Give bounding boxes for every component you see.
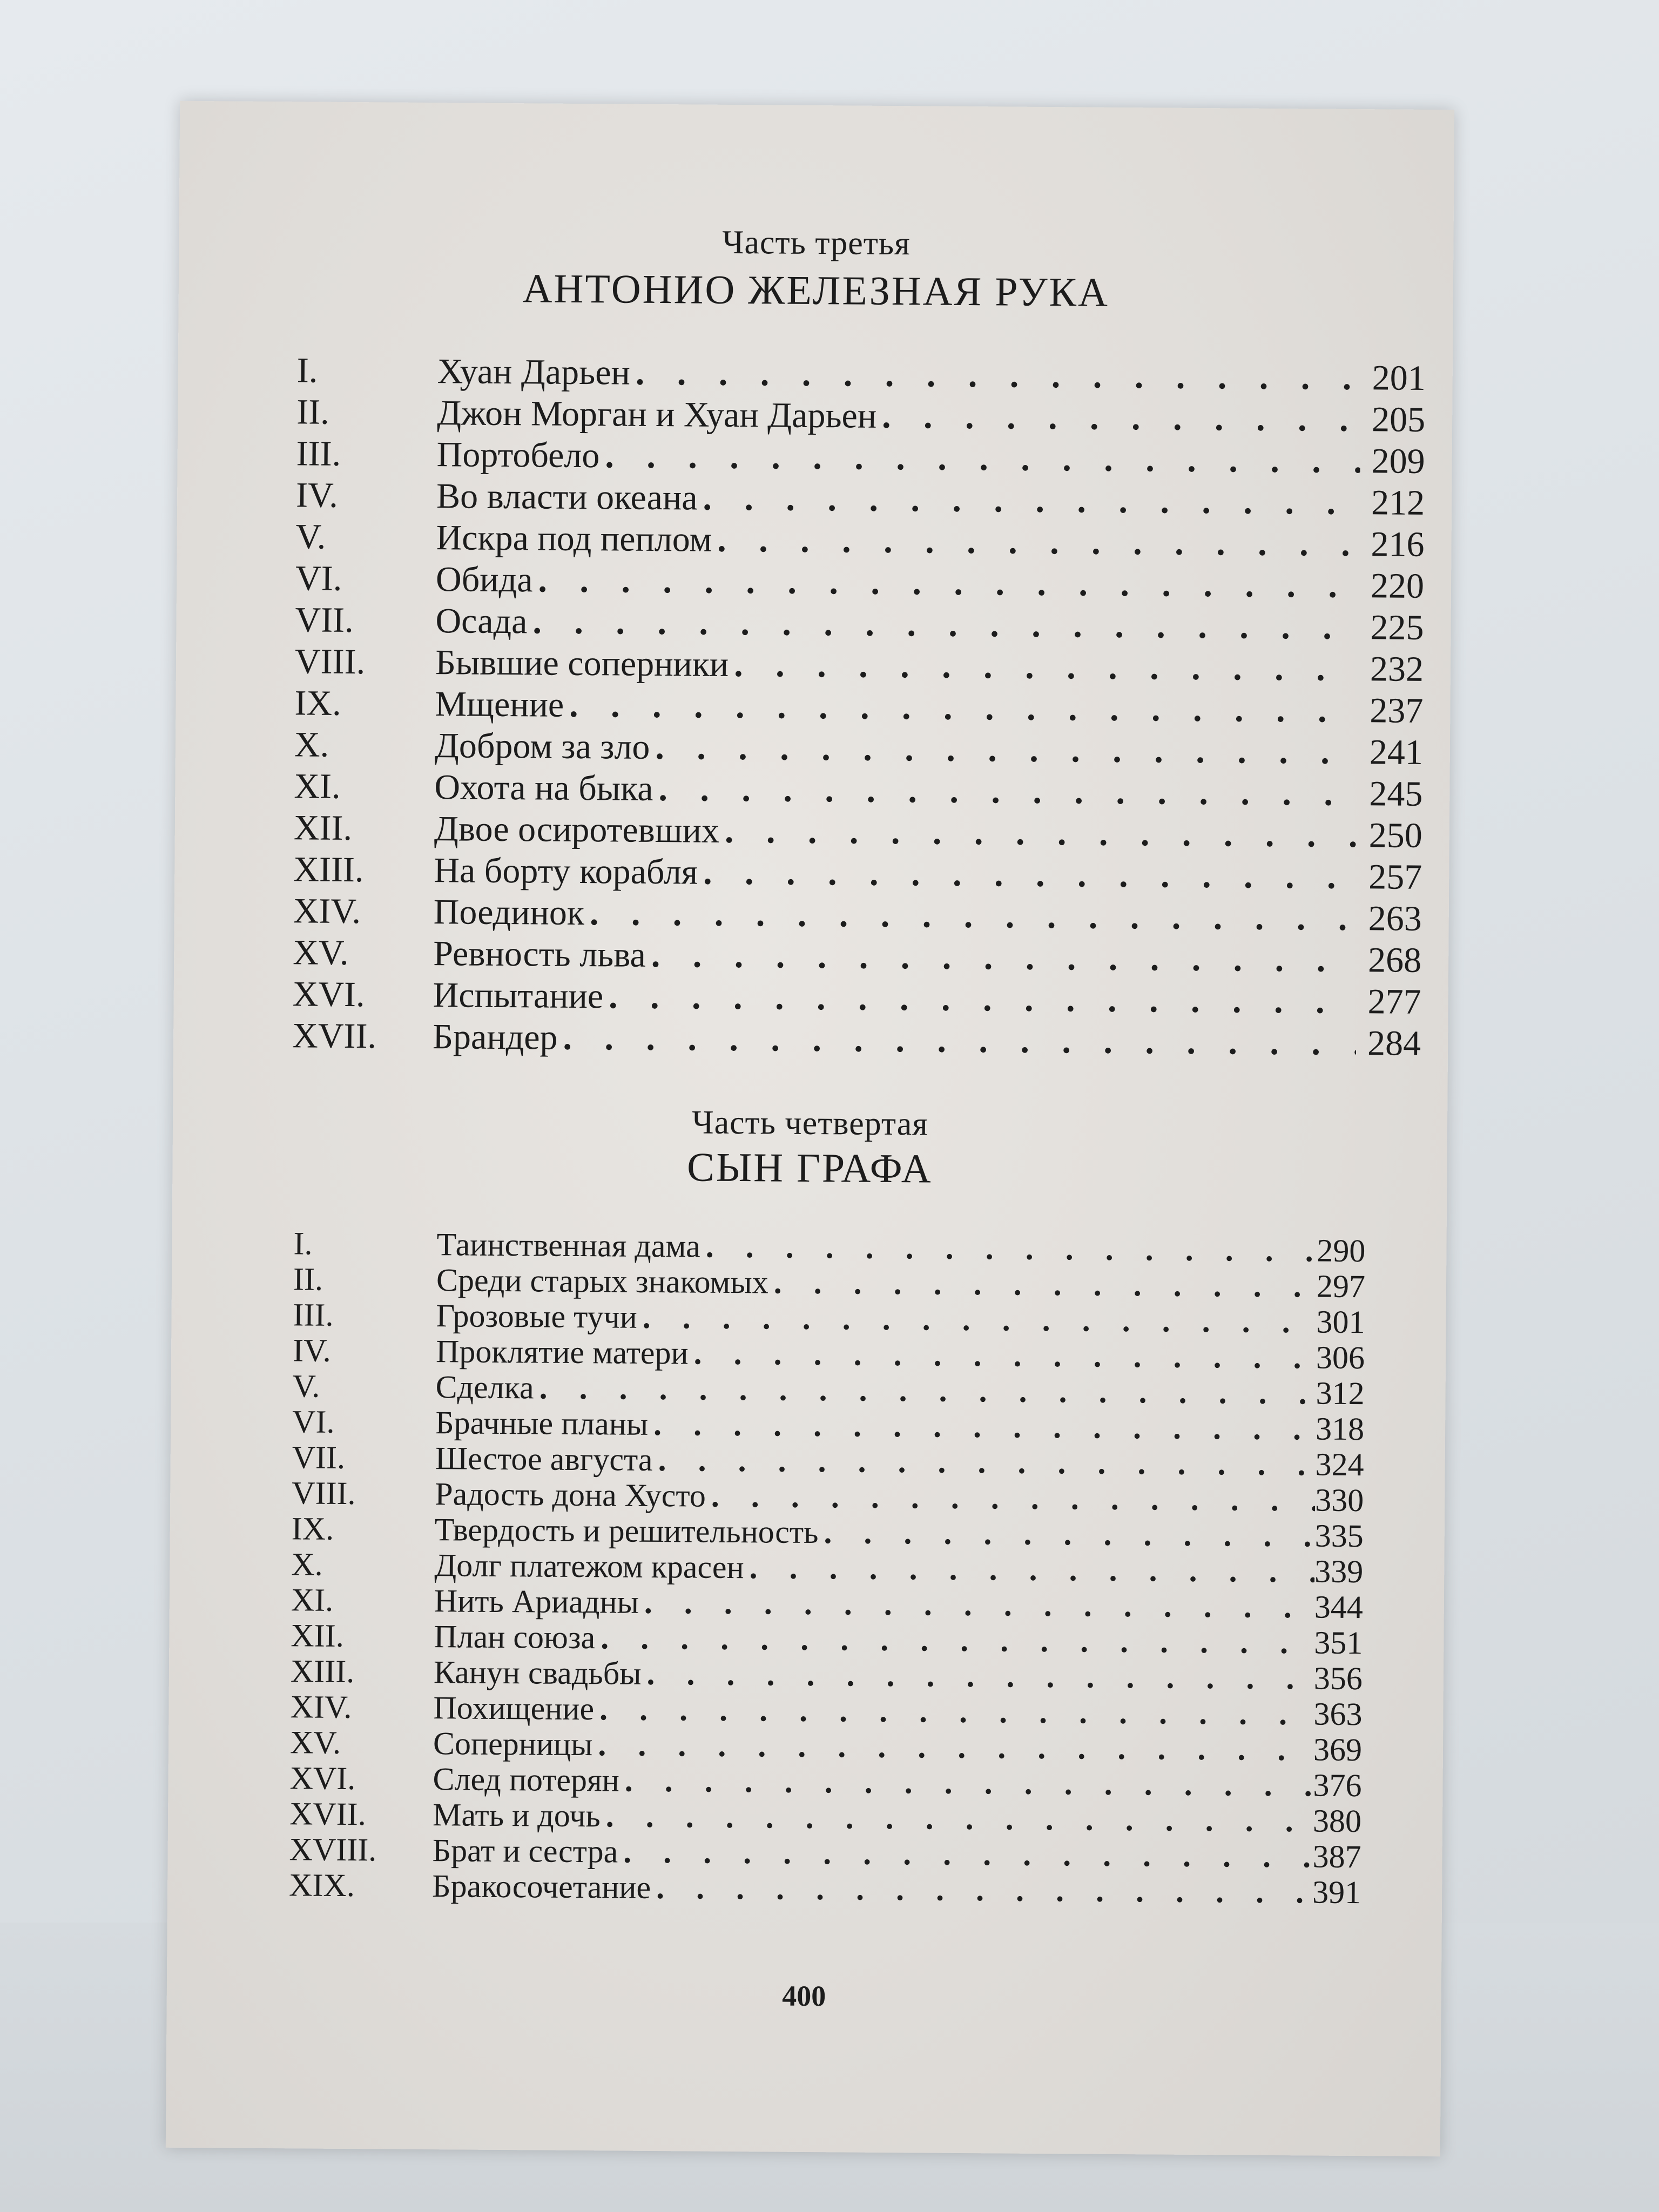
chapter-page: 297	[1316, 1268, 1366, 1305]
chapter-title: Грозовые тучи	[436, 1298, 638, 1335]
chapter-title: Бывшие соперники	[435, 643, 729, 684]
chapter-title: Джон Морган и Хуан Дарьен	[436, 393, 877, 436]
chapter-title: Брат и сестра	[432, 1832, 618, 1870]
chapter-title-leader	[434, 808, 1358, 856]
chapter-number: VIII.	[292, 1475, 356, 1512]
chapter-title: Во власти океана	[436, 476, 698, 518]
chapter-page: 277	[1367, 982, 1421, 1022]
chapter-page: 330	[1314, 1482, 1364, 1519]
dot-leader	[725, 811, 1358, 856]
page-number: 400	[782, 1979, 826, 2013]
chapter-page: 306	[1316, 1339, 1365, 1376]
chapter-page: 220	[1370, 566, 1425, 606]
chapter-page: 205	[1371, 400, 1426, 440]
chapter-page: 284	[1367, 1023, 1421, 1063]
chapter-title-leader	[432, 1867, 1312, 1910]
chapter-title: Похищение	[433, 1690, 595, 1727]
chapter-title: Сделка	[435, 1369, 534, 1406]
chapter-number: V.	[295, 517, 326, 557]
chapter-number: III.	[296, 434, 341, 474]
chapter-title: Таинственная дама	[436, 1226, 700, 1264]
chapter-title: Охота на быка	[434, 767, 653, 808]
dot-leader	[824, 1514, 1315, 1554]
chapter-title: След потерян	[433, 1761, 620, 1798]
chapter-page: 201	[1372, 358, 1426, 398]
chapter-page: 369	[1313, 1731, 1363, 1768]
chapter-number: XIV.	[293, 891, 361, 932]
part4-title: СЫН ГРАФА	[686, 1144, 933, 1192]
chapter-number: XVII.	[292, 1016, 377, 1056]
chapter-number: XI.	[291, 1582, 334, 1618]
chapter-number: VII.	[292, 1439, 346, 1476]
chapter-number: X.	[291, 1546, 323, 1582]
dot-leader	[609, 976, 1357, 1022]
dot-leader	[606, 1797, 1313, 1839]
part3-label: Часть третья	[721, 224, 911, 262]
chapter-title: Среди старых знакомых	[436, 1262, 768, 1300]
chapter-title-leader	[437, 393, 1360, 440]
chapter-title: Поединок	[433, 892, 585, 933]
chapter-title: План союза	[434, 1618, 596, 1656]
chapter-page: 216	[1371, 524, 1425, 564]
dot-leader	[601, 1619, 1314, 1661]
dot-leader	[703, 852, 1358, 898]
chapter-page: 209	[1371, 441, 1425, 481]
chapter-page: 301	[1316, 1304, 1365, 1340]
chapter-title: Брандер	[432, 1017, 558, 1057]
chapter-title: Бракосочетание	[431, 1868, 651, 1905]
chapter-title-leader	[436, 476, 1360, 523]
chapter-page: 339	[1314, 1553, 1364, 1590]
chapter-title-leader	[433, 975, 1356, 1022]
chapter-title-leader	[437, 351, 1361, 399]
dot-leader	[658, 1441, 1316, 1482]
chapter-title: Добром за зло	[434, 726, 650, 767]
chapter-page: 257	[1368, 857, 1422, 897]
chapter-title: Проклятие матери	[435, 1333, 689, 1371]
chapter-page: 237	[1370, 691, 1424, 731]
dot-leader	[711, 1478, 1316, 1519]
dot-leader	[623, 1833, 1313, 1875]
chapter-page: 356	[1313, 1660, 1363, 1697]
chapter-title: На борту корабля	[434, 851, 698, 892]
chapter-number: VI.	[295, 558, 342, 598]
part4-label: Часть четвертая	[692, 1104, 929, 1143]
chapter-title-leader	[434, 767, 1358, 814]
dot-leader	[703, 478, 1360, 523]
dot-leader	[656, 1869, 1312, 1910]
chapter-page: 335	[1314, 1518, 1364, 1554]
chapter-number: IV.	[295, 475, 339, 515]
chapter-page: 344	[1314, 1589, 1364, 1626]
chapter-page: 376	[1313, 1767, 1362, 1804]
chapter-number: IX.	[291, 1510, 334, 1547]
chapter-title: Портобело	[436, 435, 600, 476]
chapter-title: Мать и дочь	[432, 1797, 601, 1834]
chapter-page: 380	[1312, 1803, 1362, 1839]
chapter-number: XVII.	[289, 1796, 366, 1832]
chapter-title: Искра под пеплом	[436, 518, 712, 559]
dot-leader	[643, 1299, 1317, 1340]
dot-leader	[717, 520, 1360, 565]
chapter-page: 241	[1369, 732, 1424, 772]
chapter-page: 263	[1368, 899, 1422, 939]
chapter-title-leader	[436, 434, 1360, 482]
chapter-title: Брачные планы	[435, 1405, 649, 1442]
chapter-page: 245	[1369, 774, 1423, 814]
chapter-number: XV.	[289, 1724, 341, 1761]
chapter-title: Долг платежом красен	[434, 1547, 744, 1586]
dot-leader	[773, 1264, 1317, 1305]
dot-leader	[646, 1655, 1314, 1697]
chapter-title-leader	[435, 725, 1358, 773]
chapter-number: I.	[296, 350, 318, 390]
dot-leader	[658, 768, 1358, 814]
chapter-title-leader	[434, 850, 1357, 898]
chapter-number: XIV.	[290, 1689, 352, 1725]
chapter-title: Хуан Дарьен	[437, 352, 631, 393]
book-page	[166, 101, 1454, 2156]
chapter-page: 387	[1312, 1838, 1361, 1875]
chapter-number: XVI.	[289, 1760, 356, 1797]
dot-leader	[882, 396, 1361, 440]
chapter-number: VI.	[292, 1404, 335, 1440]
chapter-page: 290	[1317, 1232, 1366, 1269]
chapter-number: IX.	[294, 683, 341, 723]
chapter-number: VIII.	[294, 642, 366, 682]
dot-leader	[590, 893, 1357, 939]
chapter-title-leader	[436, 517, 1359, 565]
chapter-title: Радость дона Хусто	[435, 1476, 706, 1514]
part3-title: АНТОНИО ЖЕЛЕЗНАЯ РУКА	[522, 266, 1110, 315]
chapter-title: Канун свадьбы	[433, 1654, 642, 1691]
chapter-page: 351	[1314, 1624, 1363, 1661]
dot-leader	[693, 1335, 1316, 1376]
chapter-title-leader	[434, 892, 1357, 939]
dot-leader	[706, 1228, 1317, 1269]
chapter-number: XI.	[294, 766, 341, 806]
part3-contents	[178, 349, 1453, 1063]
chapter-title-leader	[433, 1016, 1356, 1064]
chapter-page: 212	[1371, 483, 1425, 523]
dot-leader	[598, 1726, 1313, 1768]
chapter-number: II.	[296, 392, 329, 432]
chapter-number: XIX.	[288, 1867, 355, 1904]
chapter-page: 250	[1368, 815, 1423, 855]
chapter-page: 232	[1370, 649, 1424, 689]
dot-leader	[651, 935, 1357, 981]
chapter-number: XIII.	[290, 1653, 355, 1690]
dot-leader	[605, 435, 1360, 482]
chapter-number: III.	[293, 1297, 334, 1333]
chapter-page: 391	[1312, 1874, 1361, 1911]
dot-leader	[655, 727, 1358, 773]
chapter-title: Двое осиротевших	[434, 809, 720, 851]
chapter-title: Обида	[435, 559, 533, 600]
part4-contents	[172, 1224, 1447, 1911]
dot-leader	[599, 1690, 1314, 1732]
chapter-title: Осада	[435, 601, 528, 642]
chapter-title-leader	[435, 601, 1359, 648]
chapter-page: 225	[1370, 608, 1424, 648]
dot-leader	[625, 1762, 1313, 1804]
chapter-title-leader	[436, 559, 1359, 606]
chapter-title: Ревность льва	[433, 934, 646, 975]
chapter-title: Мщение	[435, 684, 564, 725]
chapter-title-leader	[435, 642, 1359, 690]
chapter-number: XVI.	[292, 974, 365, 1015]
chapter-title: Испытание	[433, 975, 604, 1016]
chapter-page: 318	[1315, 1411, 1365, 1447]
dot-leader	[538, 559, 1359, 606]
toc-entry	[173, 1015, 1448, 1064]
chapter-number: X.	[294, 725, 329, 765]
dot-leader	[734, 644, 1359, 690]
chapter-number: II.	[293, 1261, 323, 1297]
chapter-number: V.	[292, 1368, 320, 1404]
dot-leader	[569, 685, 1359, 731]
chapter-number: IV.	[292, 1332, 331, 1368]
dot-leader	[653, 1406, 1316, 1447]
dot-leader	[636, 353, 1361, 399]
dot-leader	[644, 1584, 1314, 1626]
chapter-number: XII.	[293, 808, 353, 848]
chapter-page: 268	[1367, 940, 1422, 980]
dot-leader	[539, 1370, 1316, 1412]
chapter-page: 312	[1316, 1375, 1365, 1412]
chapter-title-leader	[435, 684, 1358, 731]
chapter-number: I.	[293, 1225, 313, 1262]
chapter-title: Твердость и решительность	[434, 1512, 819, 1550]
chapter-title-leader	[433, 933, 1357, 981]
chapter-page: 324	[1315, 1446, 1364, 1483]
chapter-title: Соперницы	[433, 1725, 593, 1763]
chapter-number: XVIII.	[289, 1831, 377, 1868]
chapter-page: 363	[1313, 1696, 1363, 1732]
chapter-title: Нить Ариадны	[434, 1583, 639, 1620]
dot-leader	[749, 1549, 1314, 1589]
chapter-number: XV.	[292, 933, 349, 973]
dot-leader	[532, 601, 1359, 648]
chapter-number: XII.	[291, 1617, 344, 1654]
chapter-number: XIII.	[293, 849, 364, 890]
chapter-number: VII.	[295, 600, 354, 640]
chapter-title: Шестое августа	[435, 1440, 653, 1478]
dot-leader	[563, 1017, 1356, 1064]
